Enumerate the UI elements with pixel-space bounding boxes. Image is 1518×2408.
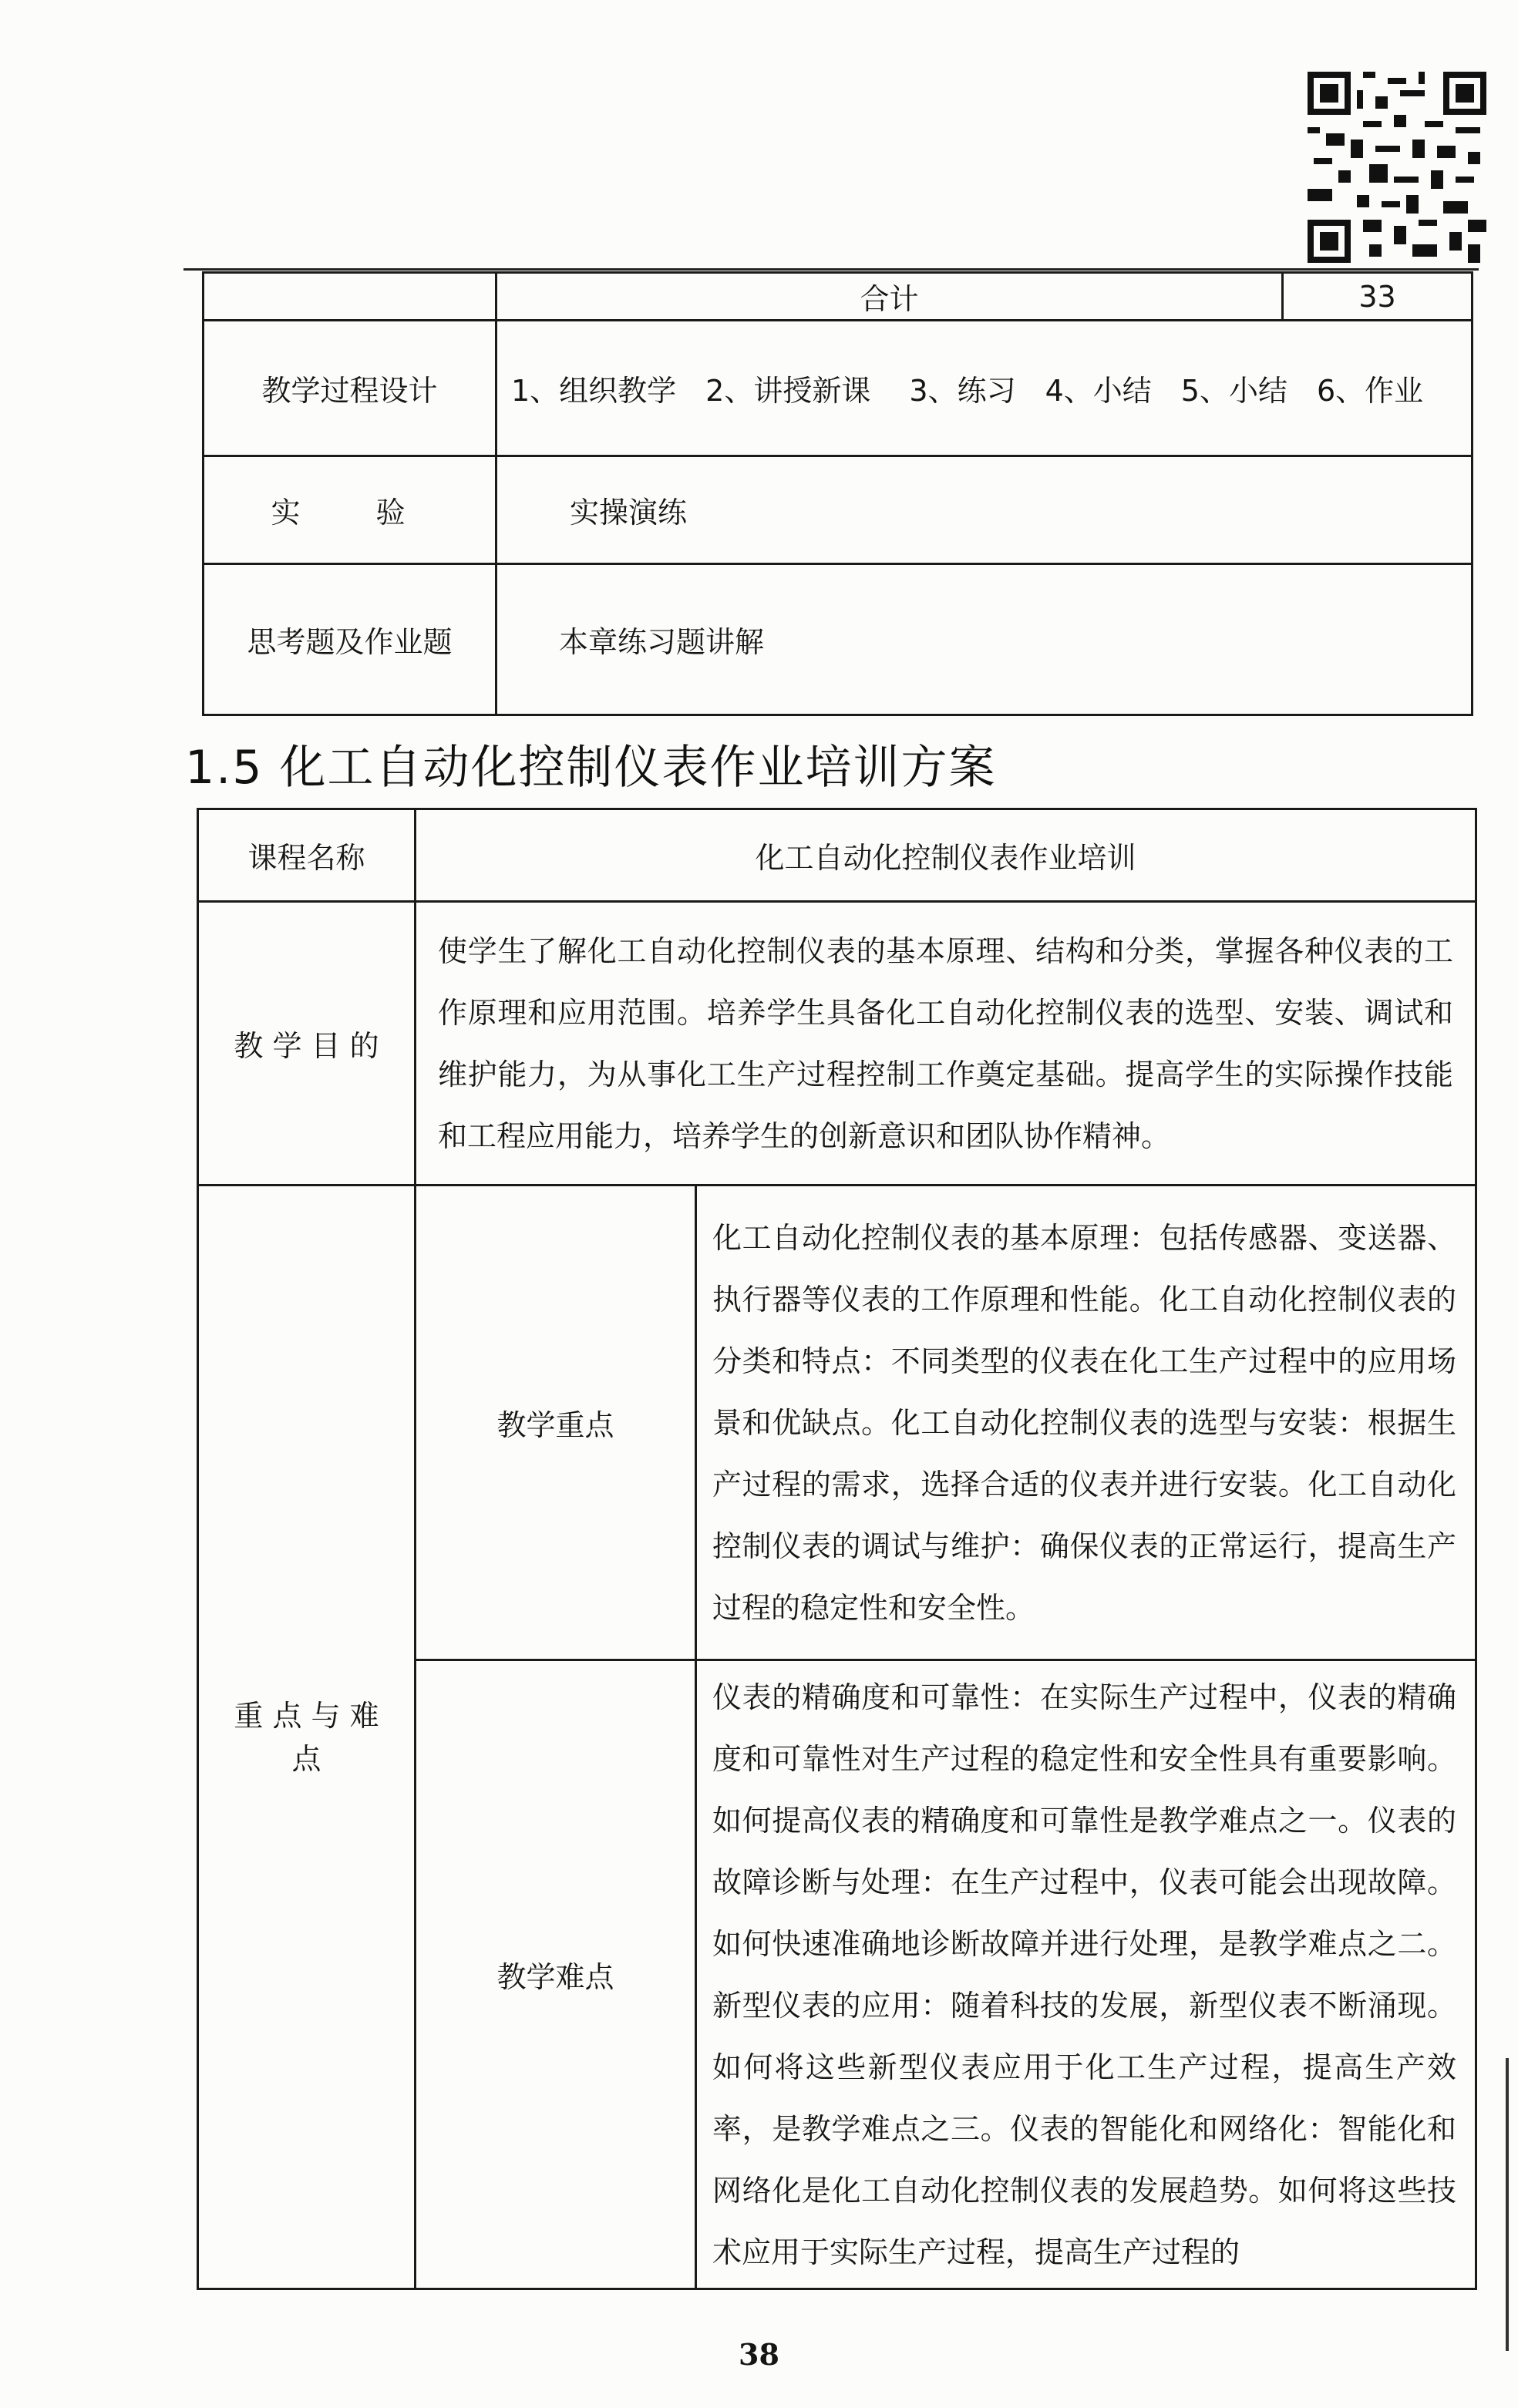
qr-code-icon	[1308, 71, 1486, 264]
course-name-label: 课程名称	[198, 809, 416, 902]
difficult-points-label: 教学难点	[416, 1660, 696, 2289]
top-rule	[183, 268, 1479, 271]
training-plan-table	[197, 808, 1477, 2290]
page-number: 38	[739, 2337, 779, 2372]
homework-label: 思考题及作业题	[204, 564, 496, 715]
experiment-content: 实操演练	[496, 456, 1473, 564]
course-name-value: 化工自动化控制仪表作业培训	[416, 809, 1476, 902]
scan-edge-mark	[1506, 2058, 1509, 2351]
experiment-label: 实 验	[204, 456, 496, 564]
total-value: 33	[1283, 273, 1473, 321]
objective-text: 使学生了解化工自动化控制仪表的基本原理、结构和分类，掌握各种仪表的工作原理和应用范围。培养学生具备化工自动化控制仪表的选型、安装、调试和维护能力，为从事化工生产过程控制工作奠定基础。提高学生的实际操作技能和工程应用能力，培养学生的创新意识和团队协作精神。	[416, 902, 1476, 1186]
process-design-label: 教学过程设计	[204, 321, 496, 456]
key-points-label: 教学重点	[416, 1186, 696, 1660]
process-design-content: 1、组织教学 2、讲授新课 3、练习 4、小结 5、小结 6、作业	[496, 321, 1473, 456]
section-heading: 1.5 化工自动化控制仪表作业培训方案	[185, 741, 997, 795]
key-difficult-label: 重 点 与 难 点	[198, 1186, 416, 2289]
total-spacer-cell	[204, 273, 496, 321]
homework-content: 本章练习题讲解	[496, 564, 1473, 715]
difficult-points-text: 仪表的精确度和可靠性：在实际生产过程中，仪表的精确度和可靠性对生产过程的稳定性和安全性具有重要影响。如何提高仪表的精确度和可靠性是教学难点之一。仪表的故障诊断与处理：在生产过程中，仪表可能会出现故障。如何快速准确地诊断故障并进行处理，是教学难点之二。新型仪表的应用：随着科技的发展，新型仪表不断涌现。如何将这些新型仪表应用于化工生产过程，提高生产效率，是教学难点之三。仪表的智能化和网络化：智能化和网络化是化工自动化控制仪表的发展趋势。如何将这些技术应用于实际生产过程，提高生产过程的	[696, 1660, 1476, 2289]
key-points-text: 化工自动化控制仪表的基本原理：包括传感器、变送器、执行器等仪表的工作原理和性能。化工自动化控制仪表的分类和特点：不同类型的仪表在化工生产过程中的应用场景和优缺点。化工自动化控制仪表的选型与安装：根据生产过程的需求，选择合适的仪表并进行安装。化工自动化控制仪表的调试与维护：确保仪表的正常运行，提高生产过程的稳定性和安全性。	[696, 1186, 1476, 1660]
total-label: 合计	[496, 273, 1283, 321]
objective-label: 教 学 目 的	[198, 902, 416, 1186]
schedule-table	[202, 271, 1473, 716]
